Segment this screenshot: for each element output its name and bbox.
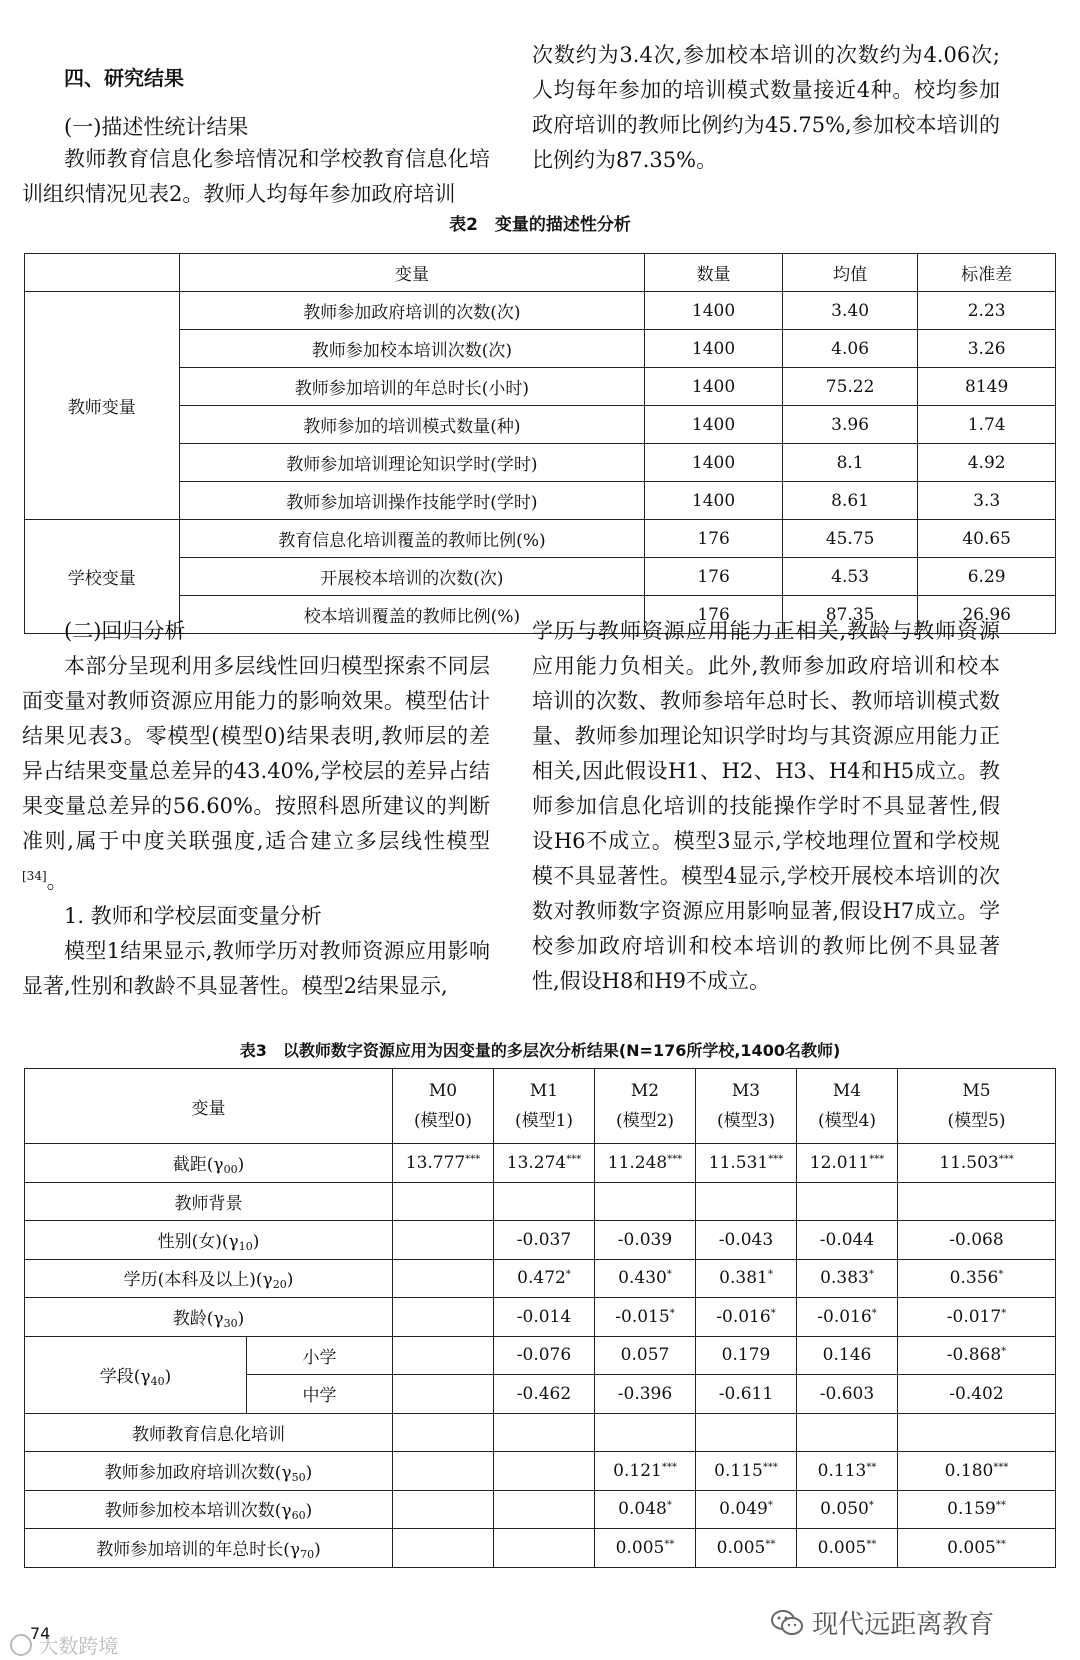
sub-label: 小学 [247,1336,393,1375]
section-row [25,1413,1056,1452]
watermark-right-text: 现代远距离教育 [812,1610,995,1640]
cell-coef: 0.005** [595,1529,696,1568]
cell-sd: 2.23 [918,292,1056,330]
table3-caption: 表3 以教师数字资源应用为因变量的多层次分析结果(N=176所学校,1400名教师) [239,1041,841,1060]
table-row [25,1298,1056,1337]
row-name: 校本培训覆盖的教师比例(%) [179,596,645,634]
left-top-paragraph [22,142,490,212]
cell-n: 1400 [645,368,783,406]
model-label: (模型0) [413,1111,473,1131]
cell-coef: 0.050* [797,1490,898,1529]
cell-coef: -0.014 [494,1298,595,1337]
cell-sd: 3.3 [918,482,1056,520]
cell-sd: 26.96 [918,596,1056,634]
header-model [797,1069,898,1144]
row-name: 教师参加培训的年总时长(小时) [179,368,645,406]
header-cell: 变量 [179,254,645,292]
header-model [898,1069,1056,1144]
wechat-icon [770,1609,804,1644]
right-mid-column [532,614,1000,999]
model-code: M5 [962,1081,991,1101]
subheading-regression: (二)回归分析 [64,619,186,643]
cell-n: 176 [645,596,783,634]
cell-coef: 0.005** [696,1529,797,1568]
cell-coef: 0.146 [797,1336,898,1375]
group-label: 教师变量 [25,292,180,520]
section-row [25,1182,1056,1221]
header-model [494,1069,595,1144]
cell-coef [393,1298,494,1337]
row-label: 性别(女)$(\gamma_{10})$ [25,1221,393,1260]
para-text: 模型1结果显示,教师学历对教师资源应用影响显著,性别和教龄不具显著性。模型2结果显示, [22,939,490,998]
model-label: (模型1) [514,1111,574,1131]
table-row [25,1221,1056,1260]
cell-coef: 0.121*** [595,1452,696,1491]
row-label: 学历(本科及以上)$(\gamma_{20})$ [25,1259,393,1298]
cell-coef: 0.179 [696,1336,797,1375]
model-label: (模型2) [615,1111,675,1131]
row-name: 教师参加培训操作技能学时(学时) [179,482,645,520]
cell-coef: 0.472* [494,1259,595,1298]
section-label: 教师教育信息化培训 [25,1413,393,1452]
header-variable: 变量 [25,1069,393,1144]
table-row [25,520,1056,558]
model-code: M4 [832,1081,862,1101]
cell-coef: -0.016* [696,1298,797,1337]
table2 [24,253,1056,634]
table-row [25,406,1056,444]
cell-mean: 3.96 [782,406,917,444]
model-label: (模型5) [947,1111,1006,1131]
cell-coef: 0.115*** [696,1452,797,1491]
citation-ref: [34] [22,869,47,883]
header-model [696,1069,797,1144]
cell-coef: -0.039 [595,1221,696,1260]
para-text [22,649,490,899]
row-label: 教龄$(\gamma_{30})$ [25,1298,393,1337]
row-name: 教师参加政府培训的次数(次) [179,292,645,330]
model-code: M3 [731,1081,761,1101]
header-cell: 均值 [782,254,917,292]
cell-coef: -0.076 [494,1336,595,1375]
cell-coef: -0.017* [898,1298,1056,1337]
cell-coef [393,1336,494,1375]
cell-coef: 13.777*** [393,1144,494,1183]
cell-coef [393,1375,494,1414]
para-end: 。 [46,869,68,893]
cell-coef: -0.396 [595,1375,696,1414]
table-row [25,444,1056,482]
para-body: 本部分呈现利用多层线性回归模型探索不同层面变量对教师资源应用能力的影响效果。模型估计结果见表3。零模型(模型0)结果表明,教师层的差异占结果变量总差异的43.40%,学校层的差异占结果变量总差异的56.60%。按照科恩所建议的判断准则,属于中度关联强度,适合建立多层线性模型 [22,654,490,853]
table3 [24,1068,1056,1568]
cell-mean: 3.40 [782,292,917,330]
cell-coef: 0.180*** [898,1452,1056,1491]
cell-coef: -0.068 [898,1221,1056,1260]
model-label: (模型4) [817,1111,877,1131]
table-row [25,1452,1056,1491]
cell-coef [393,1221,494,1260]
table-row [25,330,1056,368]
cell-sd: 8149 [918,368,1056,406]
cell-coef [393,1452,494,1491]
row-name: 教育信息化培训覆盖的教师比例(%) [179,520,645,558]
cell-coef [494,1452,595,1491]
cell-coef: 0.113** [797,1452,898,1491]
cell-mean: 75.22 [782,368,917,406]
cell-coef [494,1490,595,1529]
watermark-left [10,1630,118,1659]
row-name: 开展校本培训的次数(次) [179,558,645,596]
model-code: M1 [529,1081,559,1101]
header-model [595,1069,696,1144]
cell-coef: -0.611 [696,1375,797,1414]
table2-caption: 表2 变量的描述性分析 [449,215,631,235]
cell-n: 1400 [645,444,783,482]
row-label: 学段$(\gamma_{40})$ [25,1336,247,1413]
cell-n: 1400 [645,292,783,330]
row-label: 教师参加培训的年总时长$(\gamma_{70})$ [25,1529,393,1568]
header-model [393,1069,494,1144]
row-name: 教师参加校本培训次数(次) [179,330,645,368]
cell-sd: 1.74 [918,406,1056,444]
row-label: 教师参加政府培训次数$(\gamma_{50})$ [25,1452,393,1491]
cell-sd: 3.26 [918,330,1056,368]
cell-n: 176 [645,558,783,596]
sub-label: 中学 [247,1375,393,1414]
cell-coef: 11.503*** [898,1144,1056,1183]
cell-coef: 0.049* [696,1490,797,1529]
cell-sd: 4.92 [918,444,1056,482]
cell-coef: 0.381* [696,1259,797,1298]
cell-coef: 0.383* [797,1259,898,1298]
model-label: (模型3) [716,1111,776,1131]
cell-coef [393,1490,494,1529]
cell-n: 1400 [645,482,783,520]
cell-coef [393,1259,494,1298]
cell-coef: 0.005** [898,1529,1056,1568]
model-code: M2 [630,1081,660,1101]
table-header-row [25,254,1056,292]
cell-mean: 8.1 [782,444,917,482]
cell-coef: -0.402 [898,1375,1056,1414]
table-row [25,292,1056,330]
table-row [25,1490,1056,1529]
cell-coef: 0.159** [898,1490,1056,1529]
watermark-left-text: 大数跨境 [38,1634,119,1658]
cell-coef: 13.274*** [494,1144,595,1183]
cell-coef: 11.248*** [595,1144,696,1183]
table-row [25,368,1056,406]
cell-coef: -0.015* [595,1298,696,1337]
header-cell: 标准差 [918,254,1056,292]
subheading-variables: 1. 教师和学校层面变量分析 [64,904,322,928]
table-row [25,1144,1056,1183]
table-header-row [25,1069,1056,1144]
watermark-logo-icon [10,1634,32,1656]
left-mid-column [22,614,490,1004]
cell-sd: 40.65 [918,520,1056,558]
group-label: 学校变量 [25,520,180,634]
table-row [25,1336,1056,1375]
cell-coef: -0.016* [797,1298,898,1337]
table-row [25,482,1056,520]
cell-n: 1400 [645,406,783,444]
table-row [25,1529,1056,1568]
header-cell: 数量 [645,254,783,292]
cell-mean: 4.53 [782,558,917,596]
table-row [25,558,1056,596]
right-top-paragraph [532,38,1000,178]
watermark-right [770,1604,994,1644]
cell-sd: 6.29 [918,558,1056,596]
cell-coef: -0.603 [797,1375,898,1414]
subheading-descriptive: (一)描述性统计结果 [64,115,249,139]
row-name: 教师参加的培训模式数量(种) [179,406,645,444]
cell-coef: 0.057 [595,1336,696,1375]
cell-n: 1400 [645,330,783,368]
cell-mean: 87.35 [782,596,917,634]
cell-coef: 12.011*** [797,1144,898,1183]
cell-mean: 8.61 [782,482,917,520]
cell-coef: -0.044 [797,1221,898,1260]
cell-coef: -0.037 [494,1221,595,1260]
cell-coef: 0.048* [595,1490,696,1529]
section-heading: 四、研究结果 [64,66,184,90]
table-row [25,1259,1056,1298]
cell-coef [494,1529,595,1568]
para-text: 学历与教师资源应用能力正相关,教龄与教师资源应用能力负相关。此外,教师参加政府培训和校本培训的次数、教师参培年总时长、教师培训模式数量、教师参加理论知识学时均与其资源应用能力正相关,因此假设H1、H2、H3、H4和H5成立。教师参加信息化培训的技能操作学时不具显著性,假设H6不成立。模型3显示,学校地理位置和学校规模不具显著性。模型4显示,学校开展校本培训的次数对教师数字资源应用影响显著,假设H7成立。学校参加政府培训和校本培训的教师比例不具显著性,假设H8和H9不成立。 [532,619,1000,993]
cell-mean: 45.75 [782,520,917,558]
cell-coef: -0.043 [696,1221,797,1260]
cell-coef: 11.531*** [696,1144,797,1183]
cell-mean: 4.06 [782,330,917,368]
cell-coef: 0.356* [898,1259,1056,1298]
cell-coef [393,1529,494,1568]
cell-n: 176 [645,520,783,558]
para-text: 教师教育信息化参培情况和学校教育信息化培训组织情况见表2。教师人均每年参加政府培训 [22,147,490,206]
row-label: 截距$(\gamma_{00})$ [25,1144,393,1183]
header-blank [25,254,180,292]
row-label: 教师参加校本培训次数$(\gamma_{60})$ [25,1490,393,1529]
section-label: 教师背景 [25,1182,393,1221]
cell-coef: -0.462 [494,1375,595,1414]
row-name: 教师参加培训理论知识学时(学时) [179,444,645,482]
para-text: 次数约为3.4次,参加校本培训的次数约为4.06次;人均每年参加的培训模式数量接近4种。校均参加政府培训的教师比例约为45.75%,参加校本培训的比例约为87.35%。 [532,43,1000,172]
model-code: M0 [428,1081,458,1101]
cell-coef: 0.430* [595,1259,696,1298]
page-number: 74 [30,1624,51,1643]
cell-coef: -0.868* [898,1336,1056,1375]
cell-coef: 0.005** [797,1529,898,1568]
